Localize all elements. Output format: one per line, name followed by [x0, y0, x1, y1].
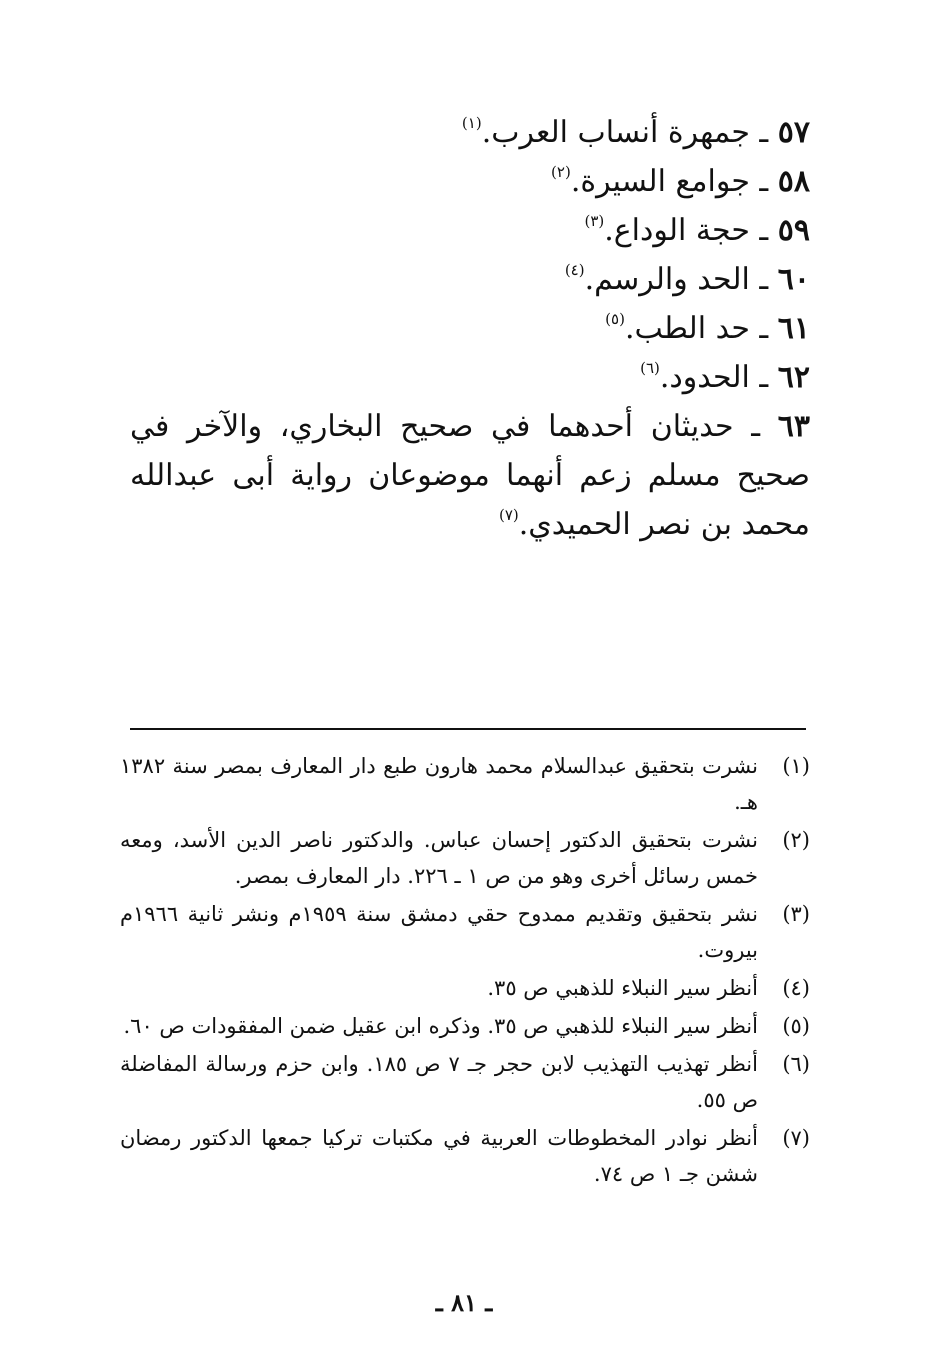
footnote-number: (٢) — [782, 828, 810, 852]
entry-number: ٥٩ — [777, 213, 810, 248]
entry-number: ٦٣ — [777, 409, 810, 444]
footnote-number: (٤) — [782, 976, 810, 1000]
entry-dash: ـ — [759, 164, 769, 199]
footnote-number: (٥) — [782, 1014, 810, 1038]
entry-number: ٦١ — [777, 311, 810, 346]
footnote-text: نشرت بتحقيق عبدالسلام محمد هارون طبع دار المعارف بمصر سنة ١٣٨٢ هـ. — [120, 754, 758, 814]
footnote-text: أنظر سير النبلاء للذهبي ص ٣٥. وذكره ابن عقيل ضمن المفقودات ص ٦٠. — [123, 1014, 758, 1038]
footnote-ref: (٧) — [498, 506, 519, 524]
page-number: ـ ٨١ ـ — [435, 1288, 493, 1317]
list-item — [130, 304, 810, 353]
entry-number: ٥٧ — [777, 115, 810, 150]
list-item — [130, 108, 810, 157]
entry-title: حد الطب. — [624, 311, 750, 346]
entry-dash: ـ — [759, 360, 769, 395]
entry-number: ٦٢ — [777, 360, 810, 395]
list-item — [130, 206, 810, 255]
entry-title: جمهرة أنساب العرب. — [481, 115, 750, 150]
entry-dash: ـ — [759, 213, 769, 248]
footnote-number: (٣) — [782, 902, 810, 926]
footnote — [120, 822, 810, 894]
list-item — [130, 402, 810, 549]
footnote — [120, 1046, 810, 1118]
entry-title: الحد والرسم. — [584, 262, 750, 297]
footnote — [120, 896, 810, 968]
footnote-ref: (٥) — [605, 310, 625, 328]
list-item — [130, 157, 810, 206]
footnote-ref: (٦) — [640, 359, 660, 377]
footnote — [120, 1008, 810, 1044]
entry-title: حديثان أحدهما في صحيح البخاري، والآخر في صحيح مسلم زعم أنهما موضوعان رواية أبى عبدالله محمد بن نصر الحميدي. — [130, 409, 810, 542]
entry-dash: ـ — [751, 409, 761, 444]
footnote — [120, 748, 810, 820]
entry-dash: ـ — [759, 262, 769, 297]
list-item — [130, 353, 810, 402]
footnote-text: أنظر نوادر المخطوطات العربية في مكتبات تركيا جمعها الدكتور رمضان ششن جـ ١ ص ٧٤. — [120, 1126, 758, 1186]
footnote-number: (١) — [782, 754, 810, 778]
entry-dash: ـ — [759, 115, 769, 150]
entry-list — [130, 108, 810, 549]
footnote-ref: (٤) — [564, 261, 585, 279]
entry-title: حجة الوداع. — [604, 213, 750, 248]
list-item — [130, 255, 810, 304]
footnote — [120, 1120, 810, 1192]
entry-number: ٥٨ — [777, 164, 810, 199]
footnote-ref: (١) — [461, 114, 482, 132]
footnote-text: أنظر تهذيب التهذيب لابن حجر جـ ٧ ص ١٨٥. وابن حزم ورسالة المفاضلة ص ٥٥. — [120, 1052, 758, 1112]
footnote-text: نشرت بتحقيق الدكتور إحسان عباس. والدكتور ناصر الدين الأسد، ومعه خمس رسائل أخرى وهو من ص ١ ـ ٢٢٦. دار المعارف بمصر. — [120, 828, 758, 888]
entry-title: الحدود. — [659, 360, 750, 395]
footnote-ref: (٢) — [551, 163, 571, 181]
footnote-divider — [130, 728, 806, 730]
footnote-number: (٦) — [782, 1052, 810, 1076]
entry-title: جوامع السيرة. — [570, 164, 750, 199]
entry-number: ٦٠ — [777, 262, 810, 297]
footnote-ref: (٣) — [584, 212, 605, 230]
footnote — [120, 970, 810, 1006]
footnotes — [120, 748, 810, 1194]
footnote-text: أنظر سير النبلاء للذهبي ص ٣٥. — [487, 976, 758, 1000]
footnote-number: (٧) — [782, 1126, 810, 1150]
footnote-text: نشر بتحقيق وتقديم ممدوح حقي دمشق سنة ١٩٥٩م ونشر ثانية ١٩٦٦م بيروت. — [120, 902, 758, 962]
entry-dash: ـ — [759, 311, 769, 346]
